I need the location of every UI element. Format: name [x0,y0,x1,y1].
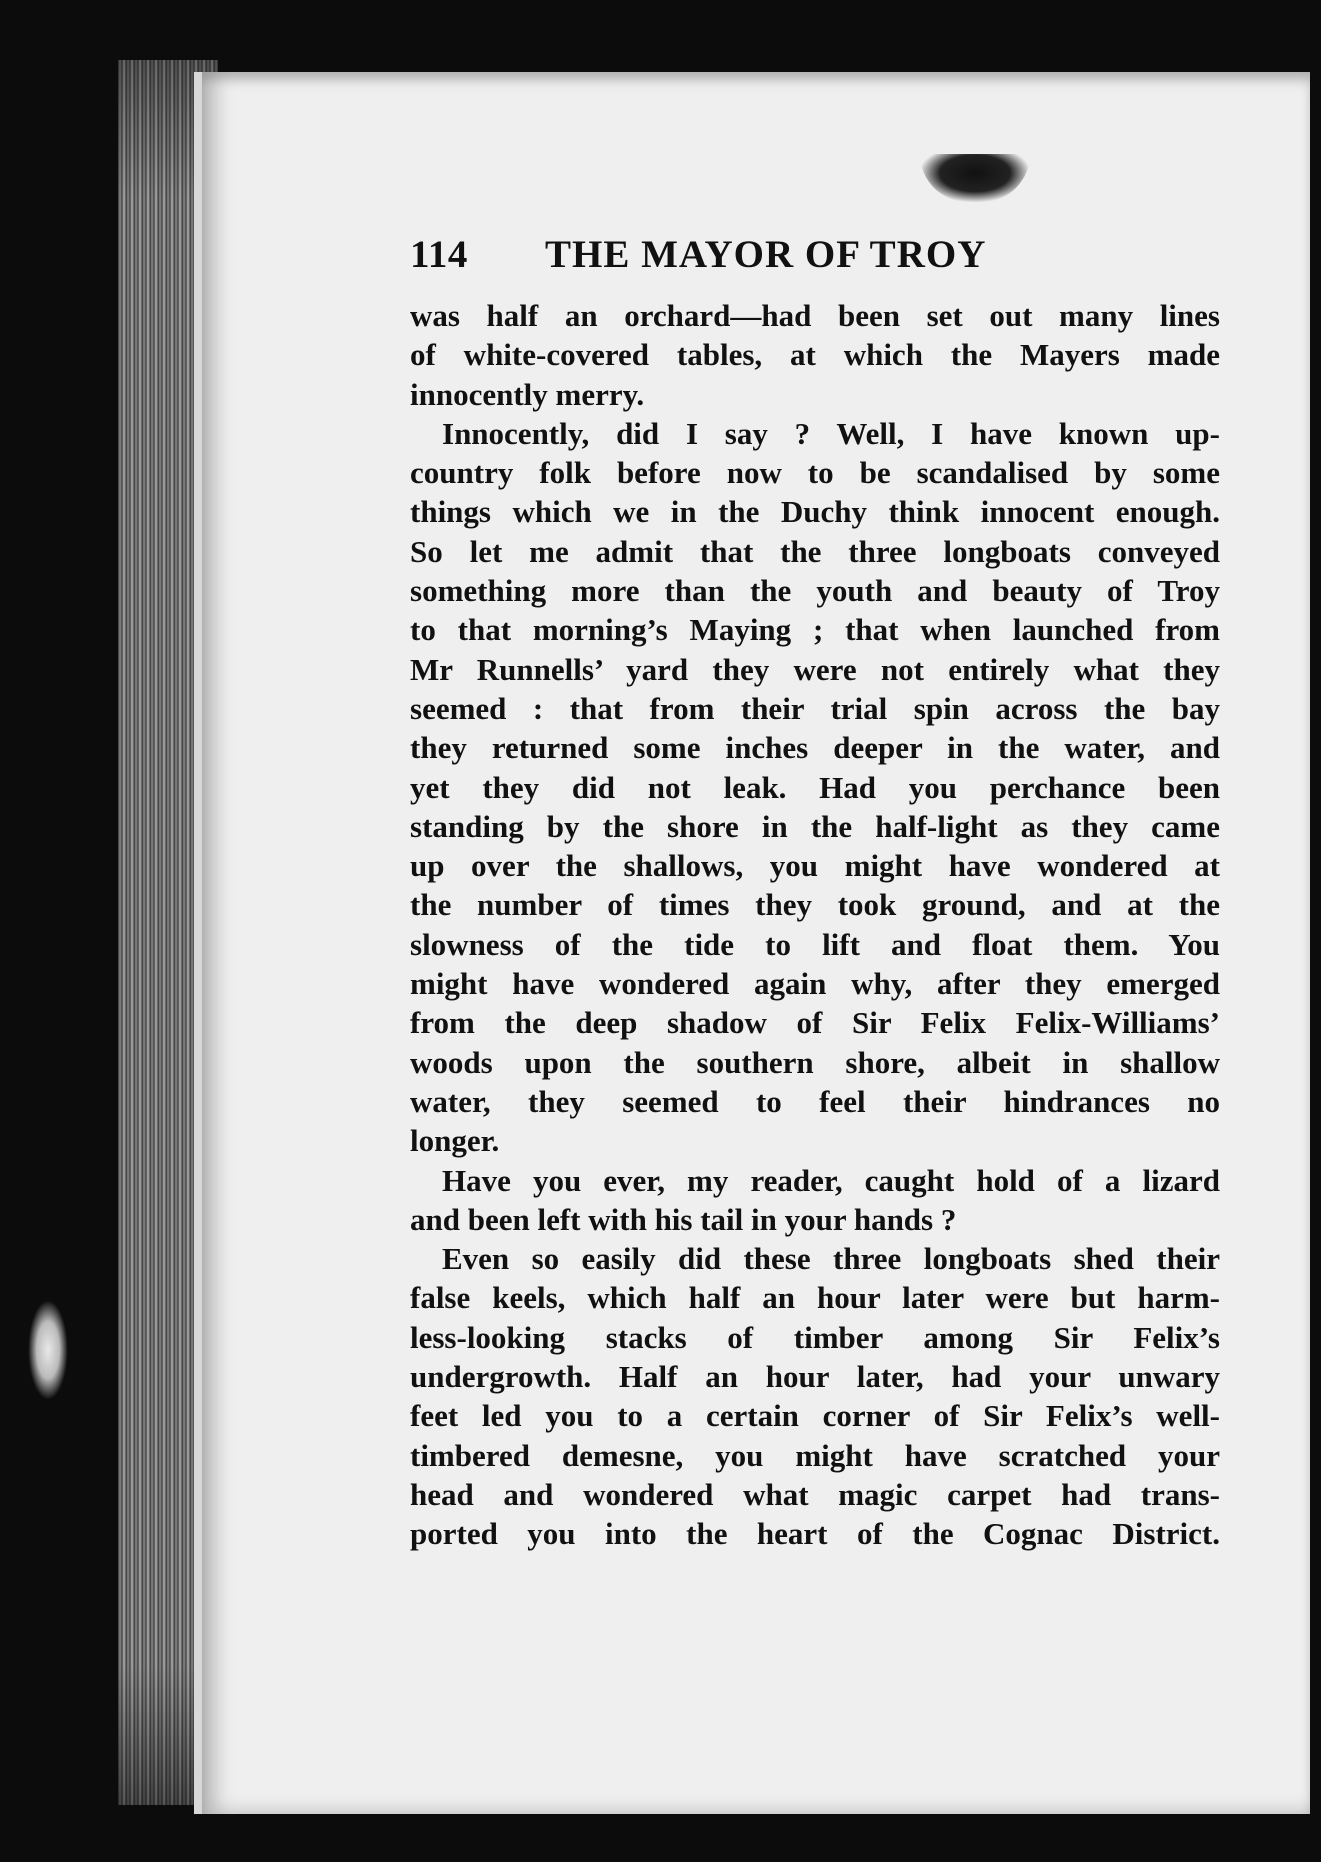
text-line: country folk before now to be scandalised by some [410,455,1220,491]
text-line: ported you into the heart of the Cognac District. [410,1516,1220,1552]
text-line: seemed : that from their trial spin across the bay [410,690,1220,726]
running-header [410,232,1220,296]
text-line: Have you ever, my reader, caught hold of a lizard [442,1162,1220,1198]
text-line: up over the shallows, you might have wondered at [410,848,1220,884]
ink-blot [920,154,1030,202]
text-line: innocently merry. [410,376,645,412]
text-line: longer. [410,1123,500,1159]
text-line: slowness of the tide to lift and float them. You [410,926,1220,962]
text-line: from the deep shadow of Sir Felix Felix-Williams’ [410,1005,1220,1041]
text-line: was half an orchard—had been set out many lines [410,298,1220,333]
text-line: things which we in the Duchy think innocent enough. [410,494,1220,530]
text-line: less-looking stacks of timber among Sir Felix’s [410,1319,1220,1355]
text-line: standing by the shore in the half-light as they came [410,808,1220,844]
body-text [410,296,1220,1554]
text-line: to that morning’s Maying ; that when launched from [410,612,1220,648]
text-line: undergrowth. Half an hour later, had your unwary [410,1359,1220,1395]
text-line: water, they seemed to feel their hindrances no [410,1083,1220,1119]
page-number: 114 [410,233,468,276]
text-line: they returned some inches deeper in the water, and [410,730,1220,766]
scan-artifact [28,1300,68,1400]
text-line: Innocently, did I say ? Well, I have known up- [442,415,1220,451]
text-line: yet they did not leak. Had you perchance been [410,769,1220,805]
running-title: THE MAYOR OF TROY [545,233,987,276]
text-line: the number of times they took ground, and at the [410,887,1220,923]
text-line: feet led you to a certain corner of Sir Felix’s well- [410,1398,1220,1434]
text-line: Even so easily did these three longboats shed their [442,1241,1220,1277]
text-line: false keels, which half an hour later were but harm- [410,1280,1220,1316]
text-line: and been left with his tail in your hands ? [410,1201,957,1237]
text-line: might have wondered again why, after they emerged [410,966,1220,1002]
text-line: head and wondered what magic carpet had trans- [410,1476,1220,1512]
text-line: of white-covered tables, at which the Mayers made [410,337,1220,373]
text-line: woods upon the southern shore, albeit in shallow [410,1044,1220,1080]
text-line: timbered demesne, you might have scratched your [410,1437,1220,1473]
text-line: Mr Runnells’ yard they were not entirely what they [410,651,1220,687]
text-line: So let me admit that the three longboats conveyed [410,533,1220,569]
text-area [410,232,1220,1554]
text-line: something more than the youth and beauty of Troy [410,573,1220,609]
